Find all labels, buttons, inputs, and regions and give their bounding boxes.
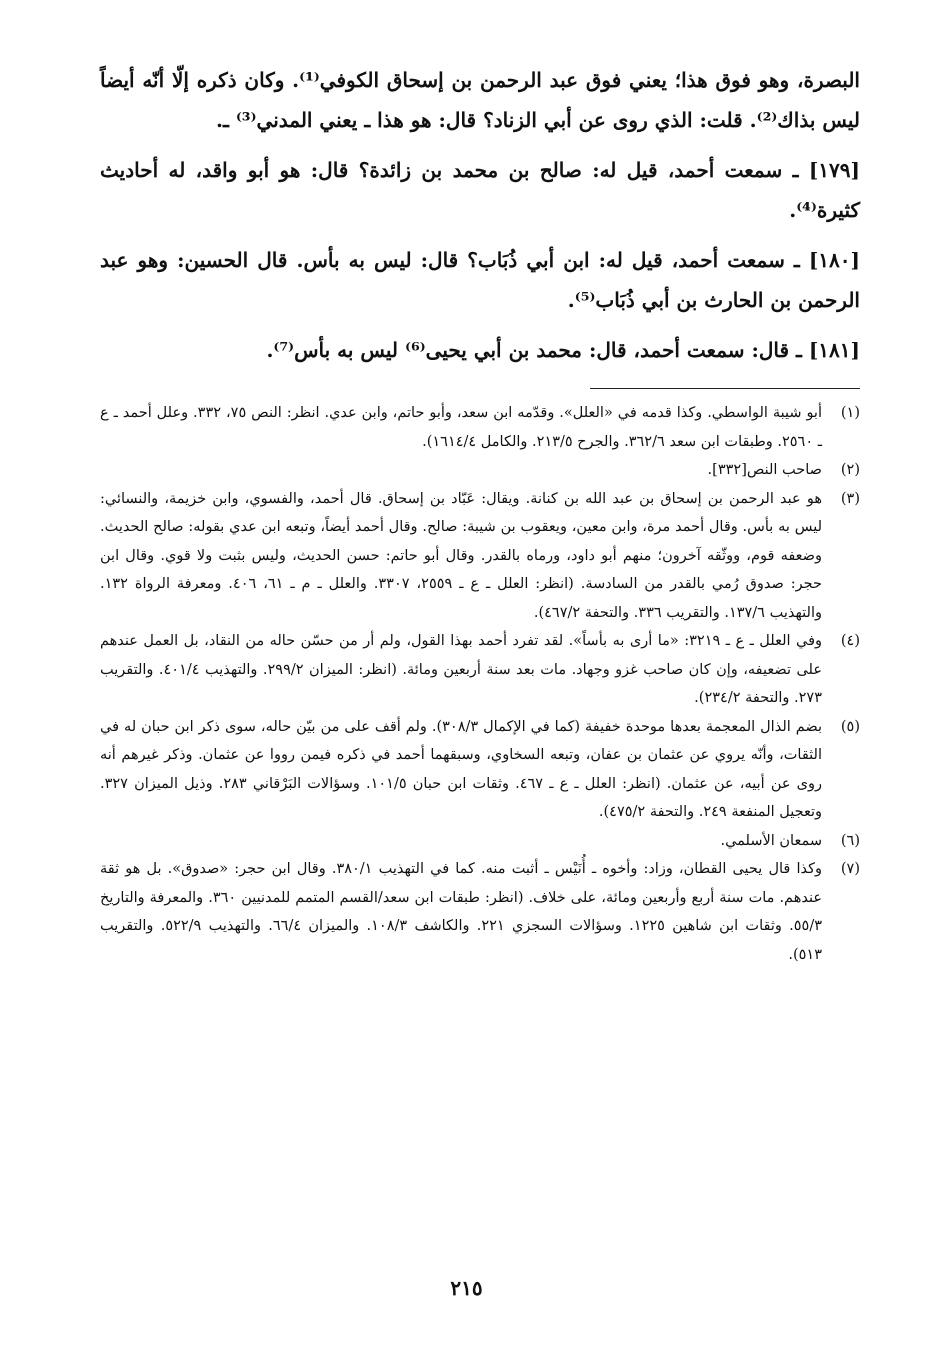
page-body (100, 60, 860, 969)
paragraph-intro: البصرة، وهو فوق هذا؛ يعني فوق عبد الرحمن بن إسحاق الكوفي⁽¹⁾. وكان ذكره إلّا أنّه أيضاً ليس بذاك⁽²⁾. قلت: الذي روى عن أبي الزناد؟ قال: هو هذا ـ يعني المدني⁽³⁾ ـ. (100, 68, 860, 132)
footnote-text: هو عبد الرحمن بن إسحاق بن عبد الله بن كنانة. ويقال: عَبّاد بن إسحاق. قال أحمد، والفسوي، وابن خزيمة، والنسائي: ليس به بأس. وقال أحمد مرة، وابن معين، ويعقوب بن شيبة: صالح. وقال أحمد أيضاً، وتبعه ابن عدي بقوله: صالح الحديث. وضعفه قوم، ووثّقه آخرون؛ منهم أبو داود، ورماه بالقدر. وقال أبو حاتم: حسن الحديث، وليس بثبت ولا قوي. وقال ابن حجر: صدوق رُمي بالقدر من السادسة. (انظر: العلل ـ ع ـ ٢٥٥٩، ٣٣٠٧. والعلل ـ م ـ ٦١، ٤٠٦. ومعرفة الرواة ١٣٢. والتهذيب ١٣٧/٦. والتقريب ٣٣٦. والتحفة ٤٦٧/٢). (100, 490, 822, 621)
footnote-number: (٧) (840, 861, 860, 877)
footnote-text: صاحب النص[٣٣٢]. (707, 462, 822, 478)
main-text (100, 60, 860, 370)
footnote-number: (٥) (840, 718, 860, 735)
footnote-6 (100, 827, 860, 856)
footnote-3 (100, 485, 860, 628)
footnote-number: (٣) (840, 490, 860, 507)
footnote-text: سمعان الأسلمي. (720, 832, 822, 849)
footnote-text: أبو شيبة الواسطي. وكذا قدمه في «العلل». وقدّمه ابن سعد، وأبو حاتم، وابن عدي. انظر: النص ٧٥، ٣٣٢. وعلل أحمد ـ ع ـ ٢٥٦٠. وطبقات ابن سعد ٣٦٢/٦. والجرح ٢١٣/٥. والكامل ١٦١٤/٤). (100, 405, 822, 450)
footnote-number: (٦) (840, 832, 860, 849)
footnote-5 (100, 713, 860, 827)
footnote-number: (١) (840, 405, 860, 421)
footnotes (100, 399, 860, 969)
footnote-text: وفي العلل ـ ع ـ ٣٢١٩: «ما أرى به بأساً». لقد تفرد أحمد بهذا القول، ولم أر من حسّن حاله من النقاد، بل العمل عندهم على تضعيفه، وإن كان صاحب غزو وجهاد. مات بعد سنة أربعين ومائة. (انظر: الميزان ٢٩٩/٢. والتهذيب ٤٠١/٤. والتقريب ٢٧٣. والتحفة ٢٣٤/٢). (100, 633, 823, 706)
footnote-text: بضم الذال المعجمة بعدها موحدة خفيفة (كما في الإكمال ٣٠٨/٣). ولم أقف على من بيّن حاله، سوى ذكر ابن حبان له في الثقات، وأنّه يروي عن عثمان بن عفان، وتبعه السخاوي، وسبقهما أحمد في ذكره فيمن رووا عن عثمان. وذكر غيرهم أنه روى عن أبيه، عن عثمان. (انظر: العلل ـ ع ـ ٤٦٧. وثقات ابن حبان ١٠١/٥. وسؤالات البَرْقاني ٢٨٣. وذيل الميزان ٣٢٧. وتعجيل المنفعة ٢٤٩. والتحفة ٤٧٥/٢). (100, 718, 822, 820)
footnote-text: وكذا قال يحيى القطان، وزاد: وأخوه ـ أُنَيْس ـ أثبت منه. كما في التهذيب ٣٨٠/١. وقال ابن حجر: «صدوق». بل هو ثقة عندهم. مات سنة أربع وأربعين ومائة، على خلاف. (انظر: طبقات ابن سعد/القسم المتمم للمدنيين ٣٦٠. والمعرفة والتاريخ ٥٥/٣. وثقات ابن شاهين ١٢٢٥. وسؤالات السجزي ٢٢١. والكاشف ١٠٨/٣. والميزان ٦٦/٤. والتهذيب ٥٢٢/٩. والتقريب ٥١٣). (100, 861, 822, 963)
footnote-1 (100, 399, 860, 456)
footnote-7 (100, 855, 860, 969)
paragraph-180: [١٨٠] ـ سمعت أحمد، قيل له: ابن أبي ذُبَاب؟ قال: ليس به بأس. قال الحسين: وهو عبد الرحمن بن الحارث بن أبي ذُبَاب⁽⁵⁾. (100, 248, 860, 312)
page-number: ٢١٥ (450, 1276, 483, 1300)
footnote-number: (٤) (840, 633, 860, 649)
footnote-4 (100, 627, 860, 713)
paragraph-181: [١٨١] ـ قال: سمعت أحمد، قال: محمد بن أبي يحيى⁽⁶⁾ ليس به بأس⁽⁷⁾. (266, 338, 860, 362)
paragraph-179: [١٧٩] ـ سمعت أحمد، قيل له: صالح بن محمد بن زائدة؟ قال: هو أبو واقد، له أحاديث كثيرة⁽⁴⁾. (100, 158, 860, 222)
footnote-number: (٢) (840, 462, 860, 478)
footnote-separator (590, 388, 860, 389)
footnote-2 (100, 456, 860, 485)
